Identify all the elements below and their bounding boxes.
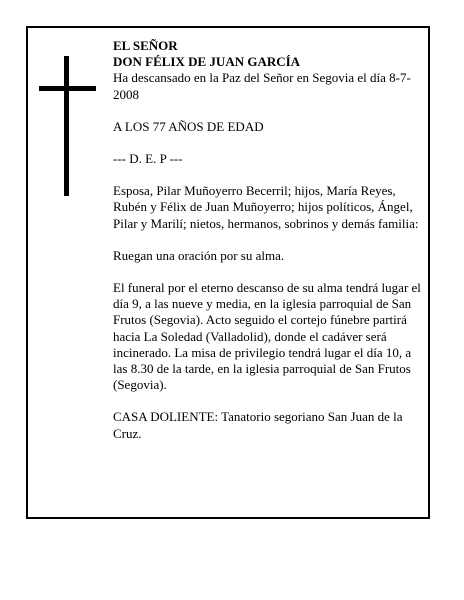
death-statement: Ha descansado en la Paz del Señor en Segovia el día 8-7-2008 (113, 70, 411, 102)
mourning-house: CASA DOLIENTE: Tanatorio segoriano San Juan de la Cruz. (113, 409, 403, 441)
rip-line: --- D. E. P --- (113, 151, 183, 167)
funeral-details: El funeral por el eterno descanso de su alma tendrá lugar el día 9, a las nueve y media, en la iglesia parroquial de San Frutos (Segovia). Acto seguido el cortejo fúnebre partirá hacia La Soledad (Valladolid), donde el cadáver será incinerado. La misa de privilegio tendrá lugar el día 10, a las 8.30 de la tarde, en la iglesia parroquial de San Frutos (Segovia). (113, 280, 421, 393)
cross-vertical-bar (64, 56, 69, 196)
family-paragraph: Esposa, Pilar Muñoyerro Becerril; hijos, María Reyes, Rubén y Félix de Juan Muñoyerro; hijos políticos, Ángel, Pilar y Marilí; nietos, hermanos, sobrinos y demás familia: (113, 183, 419, 231)
deceased-name: DON FÉLIX DE JUAN GARCÍA (113, 54, 301, 70)
obituary-text (113, 38, 422, 442)
title-line-1: EL SEÑOR (113, 38, 178, 53)
age-statement: A LOS 77 AÑOS DE EDAD (113, 118, 264, 134)
prayer-request: Ruegan una oración por su alma. (113, 247, 285, 263)
cross-horizontal-bar (39, 86, 96, 91)
